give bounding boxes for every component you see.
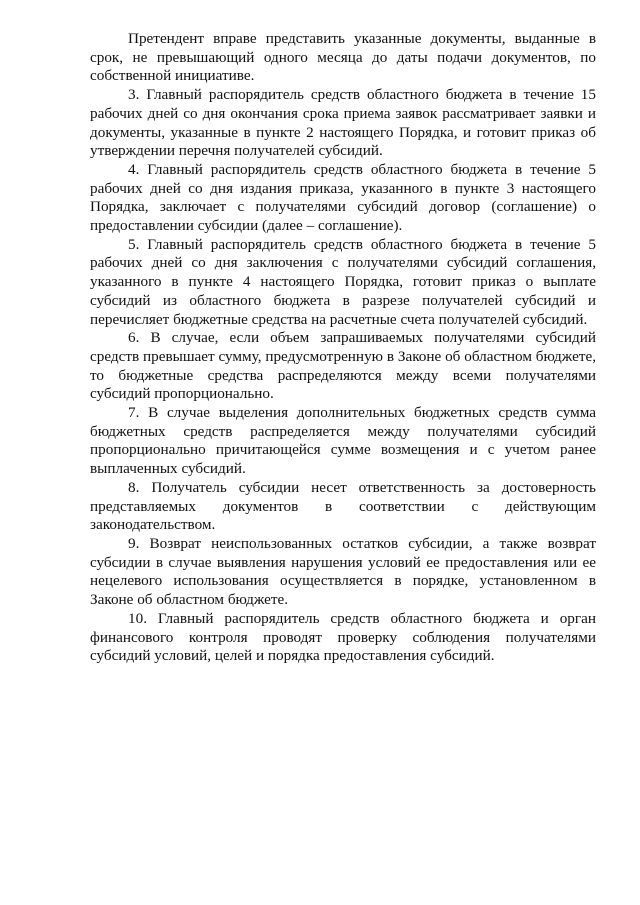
document-page bbox=[90, 30, 596, 666]
paragraph-documents-submission: Претендент вправе представить указанные документы, выданные в срок, не превышающий одного месяца до даты подачи документов, по собственной инициативе. bbox=[90, 30, 596, 85]
paragraph-item-3: 3. Главный распорядитель средств областного бюджета в течение 15 рабочих дней со дня окончания срока приема заявок рассматривает заявки и документы, указанные в пункте 2 настоящего Порядка, и готовит приказ об утверждении перечня получателей субсидий. bbox=[90, 86, 596, 160]
paragraph-item-8: 8. Получатель субсидии несет ответственность за достоверность представляемых документов в соответствии с действующим законодательством. bbox=[90, 478, 596, 534]
paragraph-item-10: 10. Главный распорядитель средств областного бюджета и орган финансового контроля проводят проверку соблюдения получателями субсидий условий, целей и порядка предоставления субсидий. bbox=[90, 609, 596, 665]
paragraph-item-5: 5. Главный распорядитель средств областного бюджета в течение 5 рабочих дней со дня заключения с получателями субсидий соглашения, указанного в пункте 4 настоящего Порядка, готовит приказ о выплате субсидий из областного бюджета в разрезе получателей субсидий и перечисляет бюджетные средства на расчетные счета получателей субсидий. bbox=[90, 235, 596, 328]
paragraph-item-6: 6. В случае, если объем запрашиваемых получателями субсидий средств превышает сумму, предусмотренную в Законе об областном бюджете, то бюджетные средства распределяются между всеми получателями субсидий пропорционально. bbox=[90, 329, 596, 403]
paragraph-item-4: 4. Главный распорядитель средств областного бюджета в течение 5 рабочих дней со дня издания приказа, указанного в пункте 3 настоящего Порядка, заключает с получателями субсидий договор (соглашение) о предоставлении субсидии (далее – соглашение). bbox=[90, 160, 596, 235]
paragraph-item-9: 9. Возврат неиспользованных остатков субсидии, а также возврат субсидии в случае выявления нарушения условий ее предоставления или ее нецелевого использования осуществляется в порядке, установленном в Законе об областном бюджете. bbox=[90, 534, 596, 609]
paragraph-item-7: 7. В случае выделения дополнительных бюджетных средств сумма бюджетных средств распределяется между получателями субсидий пропорционально причитающейся сумме возмещения и с учетом ранее выплаченных субсидий. bbox=[90, 404, 596, 478]
